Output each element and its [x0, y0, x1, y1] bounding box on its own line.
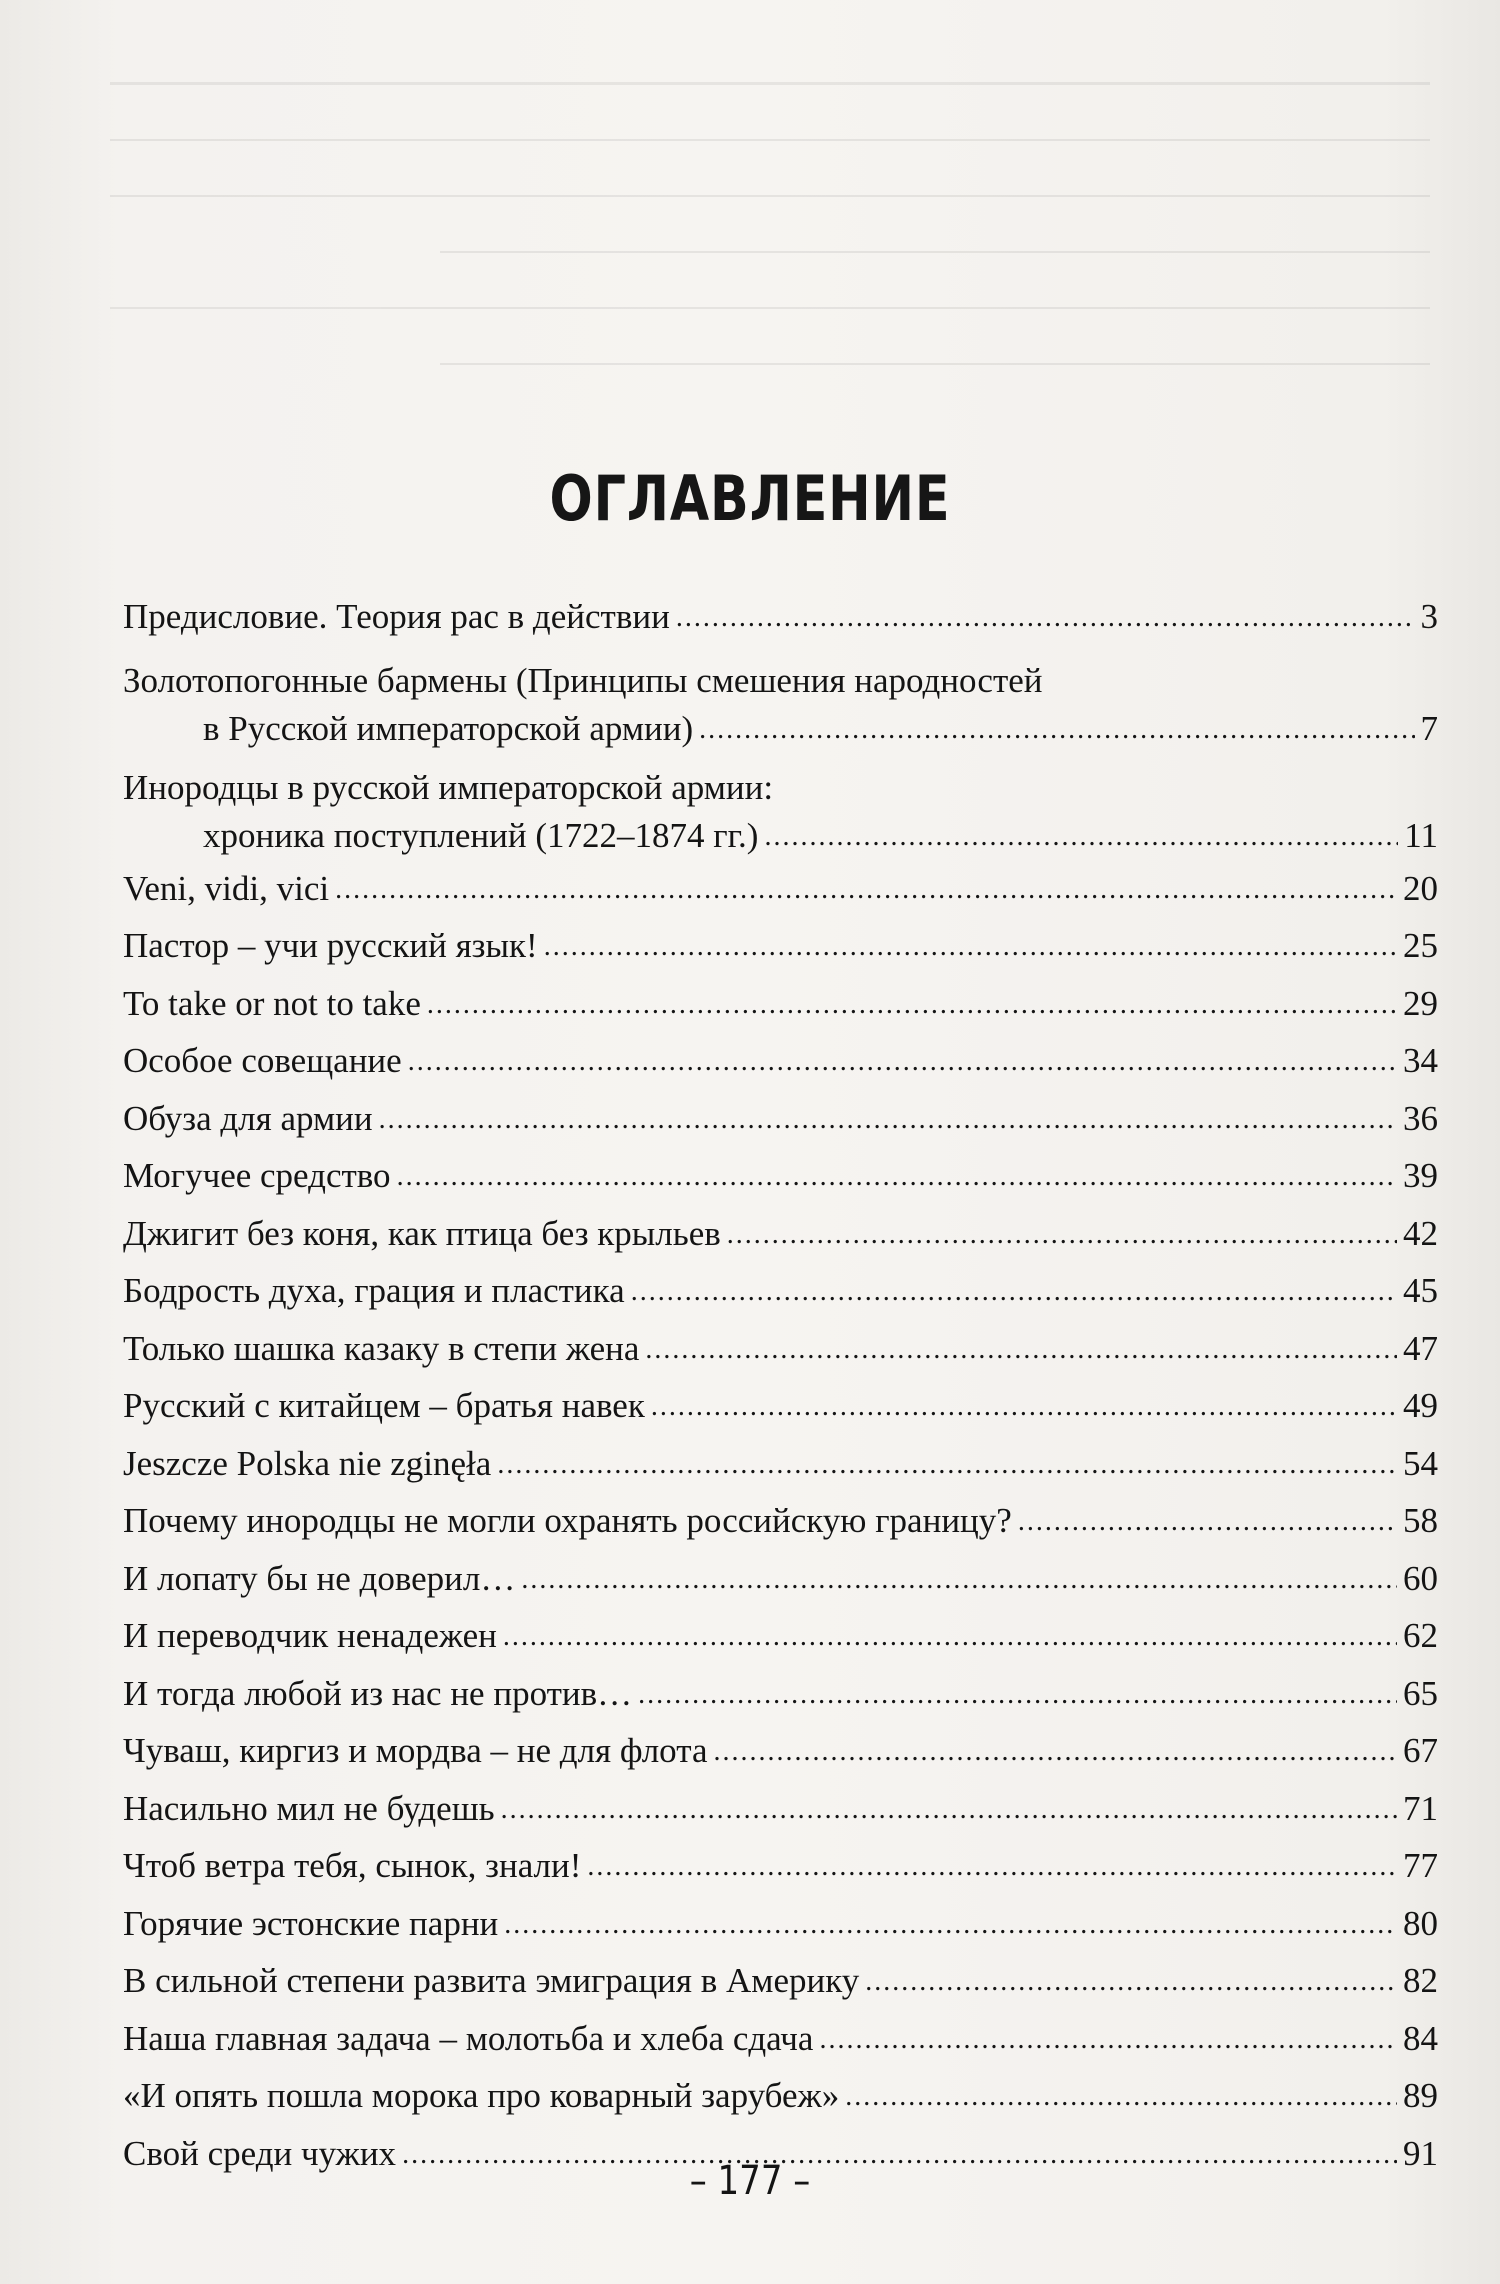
toc-entry-page: 65 [1403, 1673, 1438, 1713]
leader-dots [544, 920, 1397, 975]
toc-entry [123, 590, 1438, 648]
toc-entry-page: 89 [1403, 2076, 1438, 2115]
leader-dots [397, 1150, 1397, 1205]
toc-entry [123, 1149, 1438, 1207]
leader-dots [713, 1725, 1397, 1780]
leader-dots [501, 1783, 1397, 1838]
bleed-through-text [110, 60, 1430, 440]
toc-entry-page: 67 [1403, 1731, 1438, 1770]
leader-dots [651, 1380, 1397, 1435]
toc-entry [123, 1782, 1438, 1840]
toc-entry-page: 60 [1403, 1558, 1438, 1598]
leader-dots [521, 1553, 1397, 1608]
toc-entry-page: 29 [1403, 983, 1438, 1023]
toc-entry-page: 47 [1403, 1328, 1438, 1368]
toc-entry-title: Обуза для армии [123, 1098, 373, 1138]
leader-dots [503, 1610, 1397, 1665]
toc-entry-title: Бодрость духа, грация и пластика [123, 1271, 625, 1310]
toc-entry-title: Русский с китайцем – братья навек [123, 1386, 645, 1425]
toc-entry-page: 71 [1403, 1788, 1438, 1828]
toc-entry-title: Свой среди чужих [123, 2133, 397, 2173]
leader-dots [819, 2013, 1397, 2068]
toc-entry-page: 91 [1403, 2133, 1438, 2173]
toc-entry-page: 84 [1403, 2018, 1438, 2058]
toc-entry-page: 3 [1420, 597, 1438, 636]
toc-entry [123, 1839, 1438, 1897]
leader-dots [645, 1323, 1397, 1378]
toc-entry [123, 1207, 1438, 1265]
toc-entry-title: Чуваш, киргиз и мордва – не для флота [123, 1731, 708, 1770]
toc-entry-page: 58 [1403, 1501, 1438, 1540]
toc-entry [123, 862, 1438, 920]
toc-entry [123, 1034, 1438, 1092]
toc-entry [123, 1552, 1438, 1610]
toc-entry [123, 656, 1438, 755]
toc-entry-title-line1: Золотопогонные бармены (Принципы смешения народностей [123, 660, 1043, 700]
toc-entry [123, 1092, 1438, 1150]
leader-dots [865, 1955, 1397, 2010]
toc-entry [123, 919, 1438, 977]
leader-dots [379, 1093, 1397, 1148]
leader-dots [408, 1035, 1397, 1090]
leader-dots [764, 814, 1398, 860]
toc-entry-title-line1: Инородцы в русской императорской армии: [123, 767, 774, 807]
leader-dots [676, 591, 1415, 646]
toc-entry-page: 49 [1403, 1386, 1438, 1425]
leader-dots [497, 1438, 1397, 1493]
page-title: ОГЛАВЛЕНИЕ [549, 462, 951, 535]
toc-entry-title: Могучее средство [123, 1156, 391, 1195]
toc-entry-title: И тогда любой из нас не против… [123, 1673, 633, 1713]
toc-entry-title: «И опять пошла морока про коварный зарубеж» [123, 2076, 840, 2115]
toc-entry-title: Jeszcze Polska nie zginęła [123, 1443, 492, 1483]
toc-entry-page: 80 [1403, 1903, 1438, 1943]
toc-entry-title: Только шашка казаку в степи жена [123, 1328, 640, 1368]
toc-entry-title: Наша главная задача – молотьба и хлеба сдача [123, 2018, 814, 2058]
toc-entry-page: 20 [1403, 868, 1438, 908]
toc-entry-page: 34 [1403, 1041, 1438, 1080]
leader-dots [587, 1840, 1397, 1895]
toc-entry [123, 1667, 1438, 1725]
toc-entry [123, 1437, 1438, 1495]
toc-entry [123, 1724, 1438, 1782]
toc-entry-title: хроника поступлений (1722–1874 гг.) [203, 815, 759, 855]
leader-dots [1018, 1495, 1397, 1550]
toc-entry-page: 42 [1403, 1213, 1438, 1253]
toc-entry-title: И лопату бы не доверил… [123, 1558, 516, 1598]
leader-dots [638, 1668, 1397, 1723]
toc-entry [123, 1954, 1438, 2012]
toc-entry-title: To take or not to take [123, 983, 421, 1023]
toc-entry-title: Насильно мил не будешь [123, 1788, 495, 1828]
toc-entry-page: 82 [1403, 1961, 1438, 2000]
toc-entry [123, 2012, 1438, 2070]
toc-entry-page: 11 [1404, 815, 1438, 855]
toc-entry [123, 2069, 1438, 2127]
toc-entry-title: Предисловие. Теория рас в действии [123, 597, 670, 636]
toc-entry-title: Veni, vidi, vici [123, 868, 330, 908]
toc-entry-title: В сильной степени развита эмиграция в Америку [123, 1961, 860, 2000]
toc-entry-page: 7 [1420, 708, 1438, 748]
toc-entry-page: 77 [1403, 1846, 1438, 1885]
leader-dots [699, 707, 1414, 753]
table-of-contents [123, 590, 1438, 2184]
toc-entry-title: Чтоб ветра тебя, сынок, знали! [123, 1846, 582, 1885]
page-number: – 177 – [689, 2158, 811, 2204]
toc-entry-title: Почему инородцы не могли охранять российскую границу? [123, 1501, 1012, 1540]
toc-entry [123, 977, 1438, 1035]
toc-entry-page: 25 [1403, 926, 1438, 965]
toc-entry [123, 1494, 1438, 1552]
toc-entry [123, 1264, 1438, 1322]
leader-dots [631, 1265, 1397, 1320]
toc-entry-title: в Русской императорской армии) [203, 708, 694, 748]
toc-entry-page: 62 [1403, 1616, 1438, 1655]
toc-entry-title: Джигит без коня, как птица без крыльев [123, 1213, 721, 1253]
toc-entry-page: 45 [1403, 1271, 1438, 1310]
toc-entry [123, 1609, 1438, 1667]
leader-dots [727, 1208, 1397, 1263]
toc-entry [123, 1897, 1438, 1955]
toc-entry-title: Особое совещание [123, 1041, 402, 1080]
leader-dots [335, 863, 1397, 918]
toc-entry-title: Пастор – учи русский язык! [123, 926, 538, 965]
leader-dots [845, 2070, 1397, 2125]
toc-entry-page: 54 [1403, 1443, 1438, 1483]
toc-entry-page: 36 [1403, 1098, 1438, 1138]
toc-entry-title: И переводчик ненадежен [123, 1616, 497, 1655]
toc-entry [123, 1322, 1438, 1380]
leader-dots [427, 978, 1397, 1033]
toc-entry-page: 39 [1403, 1156, 1438, 1195]
leader-dots [504, 1898, 1397, 1953]
toc-entry-title: Горячие эстонские парни [123, 1903, 499, 1943]
toc-entry [123, 763, 1438, 862]
toc-entry [123, 1379, 1438, 1437]
